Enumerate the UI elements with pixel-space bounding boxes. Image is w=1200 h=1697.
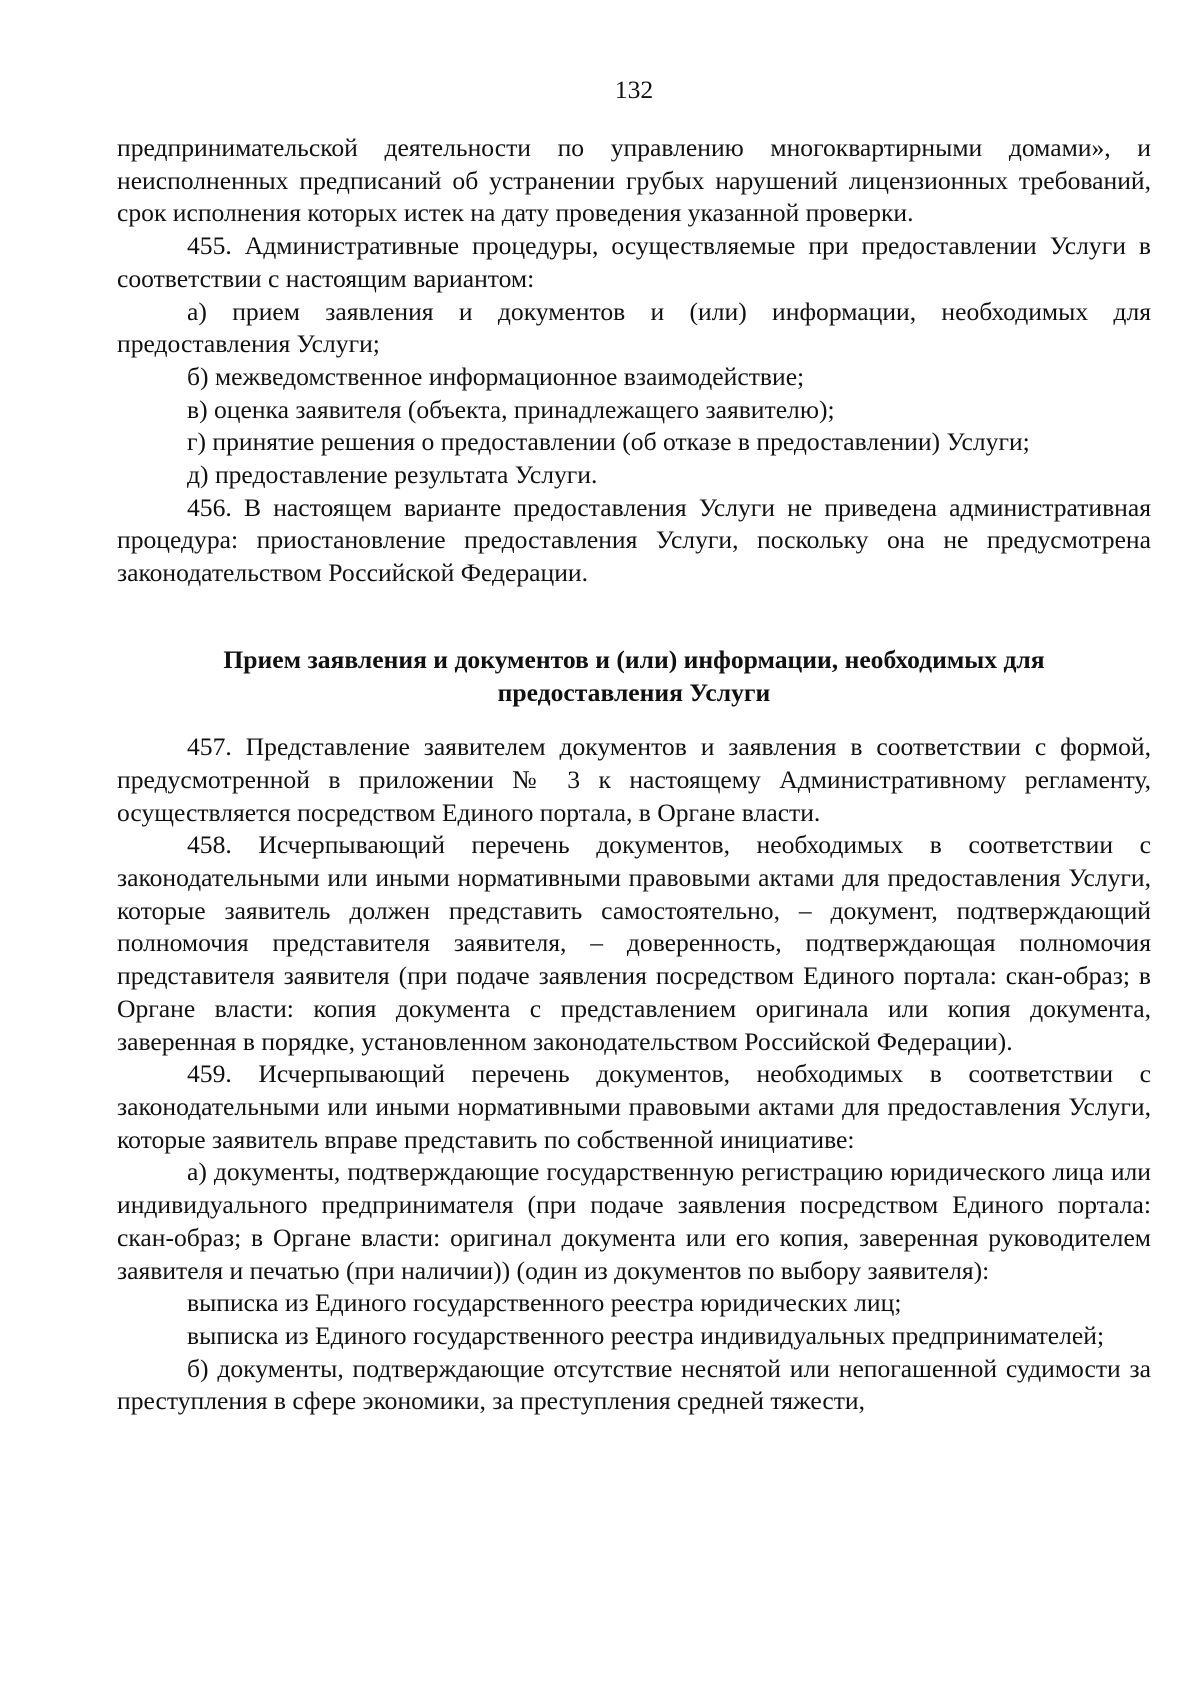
list-item-459-b: б) документы, подтверждающие отсутствие неснятой или непогашенной судимости за преступления в сфере экономики, за преступления средней тяжести, [117,1353,1151,1416]
top-text-block [117,132,1151,590]
list-item-a: а) прием заявления и документов и (или) информации, необходимых для предоставления Услуги; [117,296,1151,359]
section-spacer [117,590,1151,644]
list-subitem-legal-entities: выписка из Единого государственного реестра юридических лиц; [187,1288,902,1318]
paragraph-continuation: предпринимательской деятельности по управлению многоквартирными домами», и неисполненных предписаний об устранении грубых нарушений лицензионных требований, срок исполнения которых истек на дату проведения указанной проверки. [117,133,1151,228]
list-subitem-entrepreneurs: выписка из Единого государственного реестра индивидуальных предпринимателей; [187,1320,1105,1350]
list-item-g: г) принятие решения о предоставлении (об отказе в предоставлении) Услуги; [187,427,1030,457]
paragraph-458: 458. Исчерпывающий перечень документов, необходимых в соответствии с законодательными или иными нормативными правовыми актами для предоставления Услуги, которые заявитель должен представить самостоятельно, – документ, подтверждающий полномочия представителя заявителя, – доверенность, подтверждающая полномочия представителя заявителя (при подаче заявления посредством Единого портала: скан-образ; в Органе власти: копия документа с представлением оригинала или копия документа, заверенная в порядке, установленном законодательством Российской Федерации). [117,830,1151,1056]
list-item-d: д) предоставление результата Услуги. [187,460,598,490]
list-item-459-a: а) документы, подтверждающие государственную регистрацию юридического лица или индивидуального предпринимателя (при подаче заявления посредством Единого портала: скан-образ; в Органе власти: оригинал документа или его копия, заверенная руководителем заявителя и печатью (при наличии)) (один из документов по выбору заявителя): [117,1157,1151,1285]
paragraph-455: 455. Административные процедуры, осуществляемые при предоставлении Услуги в соответствии с настоящим вариантом: [117,231,1151,293]
document-page [117,68,1151,1418]
list-item-v: в) оценка заявителя (объекта, принадлежащего заявителю); [187,394,835,424]
section-heading: Прием заявления и документов и (или) информации, необходимых для предоставления Услуги [223,644,1045,707]
page-number: 132 [614,75,654,104]
bottom-text-block [117,731,1151,1418]
paragraph-456: 456. В настоящем варианте предоставления Услуги не приведена административная процедура: приостановление предоставления Услуги, поскольку она не предусмотрена законодательством Российской Федерации. [117,492,1151,588]
paragraph-457: 457. Представление заявителем документов и заявления в соответствии с формой, предусмотренной в приложении № 3 к настоящему Административному регламенту, осуществляется посредством Единого портала, в Органе власти. [117,732,1151,827]
paragraph-459: 459. Исчерпывающий перечень документов, необходимых в соответствии с законодательными или иными нормативными правовыми актами для предоставления Услуги, которые заявитель вправе представить по собственной инициативе: [117,1059,1151,1154]
list-item-b: б) межведомственное информационное взаимодействие; [187,361,805,391]
